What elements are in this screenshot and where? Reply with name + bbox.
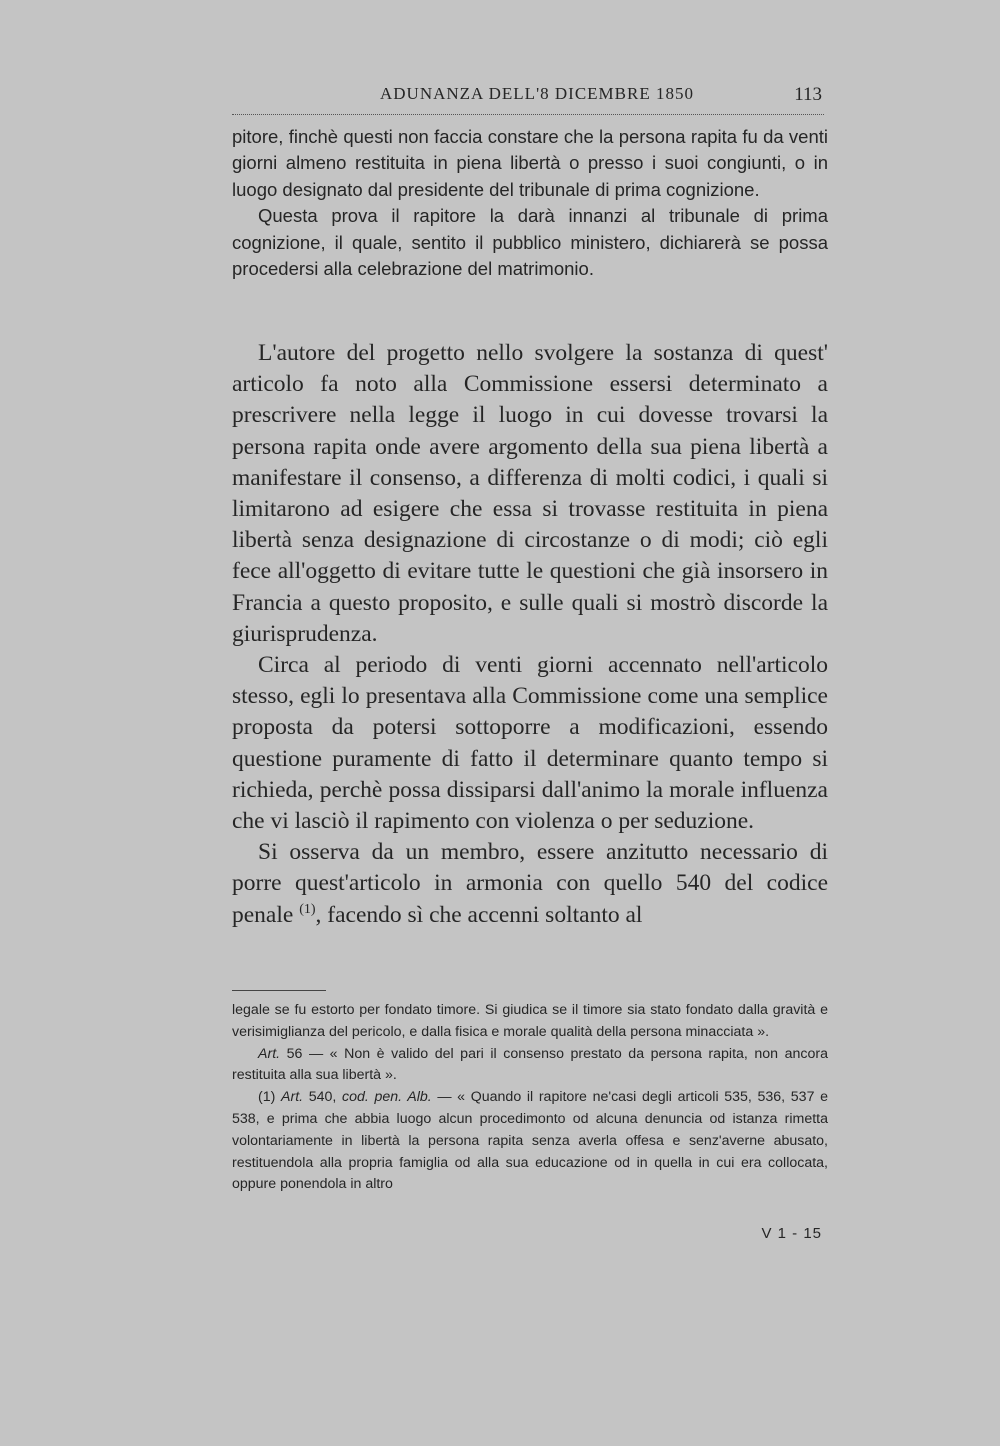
running-title: ADUNANZA DELL'8 DICEMBRE 1850	[380, 84, 694, 103]
running-head	[232, 84, 822, 114]
main-text	[232, 338, 828, 931]
quoted-paragraph: pitore, finchè questi non faccia constare che la persona rapita fu da venti giorni almeno restituita in piena libertà o presso i suoi congiunti, o in luogo designato dal presidente del tribunale di prima cognizione.	[232, 126, 828, 200]
footnote-article-56	[232, 1044, 828, 1088]
footnote-1	[232, 1087, 828, 1196]
footnote-rule	[232, 990, 326, 991]
article-abbreviation: Art.	[281, 1089, 304, 1106]
body-text: Si osserva da un membro, essere anzitutto necessario di porre quest'articolo in armonia con quello 540 del codice penale	[232, 839, 828, 928]
footnote-marker: (1)	[258, 1089, 276, 1106]
footnote-reference: (1)	[299, 901, 316, 917]
source-abbreviation: cod. pen. Alb.	[342, 1089, 432, 1106]
body-paragraph: Circa al periodo di venti giorni accennato nell'articolo stesso, egli lo presentava alla Commissione come una semplice proposta da potersi sottoporre a modificazioni, essendo questione puramente di fatto il determinare quanto tempo si richieda, perchè possa dissiparsi dall'animo la morale influenza che vi lasciò il rapimento con violenza o per seduzione.	[232, 652, 828, 835]
quoted-paragraph: Questa prova il rapitore la darà innanzi al tribunale di prima cognizione, il quale, sentito il pubblico ministero, dichiarerà se possa procedersi alla celebrazione del matrimonio.	[232, 205, 828, 280]
footnote-text: 56 — « Non è valido del pari il consenso prestato da persona rapita, non ancora restituita alla sua libertà ».	[232, 1045, 828, 1084]
footnote-text: 540,	[303, 1089, 343, 1106]
header-rule	[232, 114, 824, 115]
footnote-text: — « Quando il rapitore ne'casi degli articoli 535, 536, 537 e 538, e prima che abbia luogo alcun procedimonto od alcuna denuncia od istanza rimetta volontariamente in libertà la persona rapita senza averla offesa e senz'averne abusato, restituendola alla propria famiglia od alla sua educazione od in quella in cui era collocata, oppure ponendola in altro	[232, 1089, 829, 1193]
footnotes	[232, 1000, 828, 1196]
footnote-continuation: legale se fu estorto per fondato timore. Si giudica se il timore sia stato fondato dalla gravità e verisimiglianza del pericolo, e dalla fisica e morale qualità della persona minacciata ».	[232, 1002, 828, 1040]
article-abbreviation: Art.	[258, 1045, 281, 1062]
body-paragraph	[232, 837, 828, 931]
body-text: , facendo sì che accenni soltanto al	[315, 901, 643, 928]
page-number: 113	[794, 84, 822, 105]
quoted-article-text	[232, 124, 828, 282]
printer-signature-mark: V 1 - 15	[761, 1225, 822, 1242]
body-paragraph: L'autore del progetto nello svolgere la sostanza di quest' articolo fa noto alla Commissione essersi determinato a prescrivere nella legge il luogo in cui dovesse trovarsi la persona rapita onde avere argomento della sua piena libertà a manifestare il consenso, a differenza di molti codici, i quali si limitarono ad esigere che essa si trovasse restituita in piena libertà senza designazione di circostanze o di modi; ciò egli fece all'oggetto di evitare tutte le questioni che già insorsero in Francia a questo proposito, e sulle quali si mostrò discorde la giurisprudenza.	[232, 340, 828, 647]
